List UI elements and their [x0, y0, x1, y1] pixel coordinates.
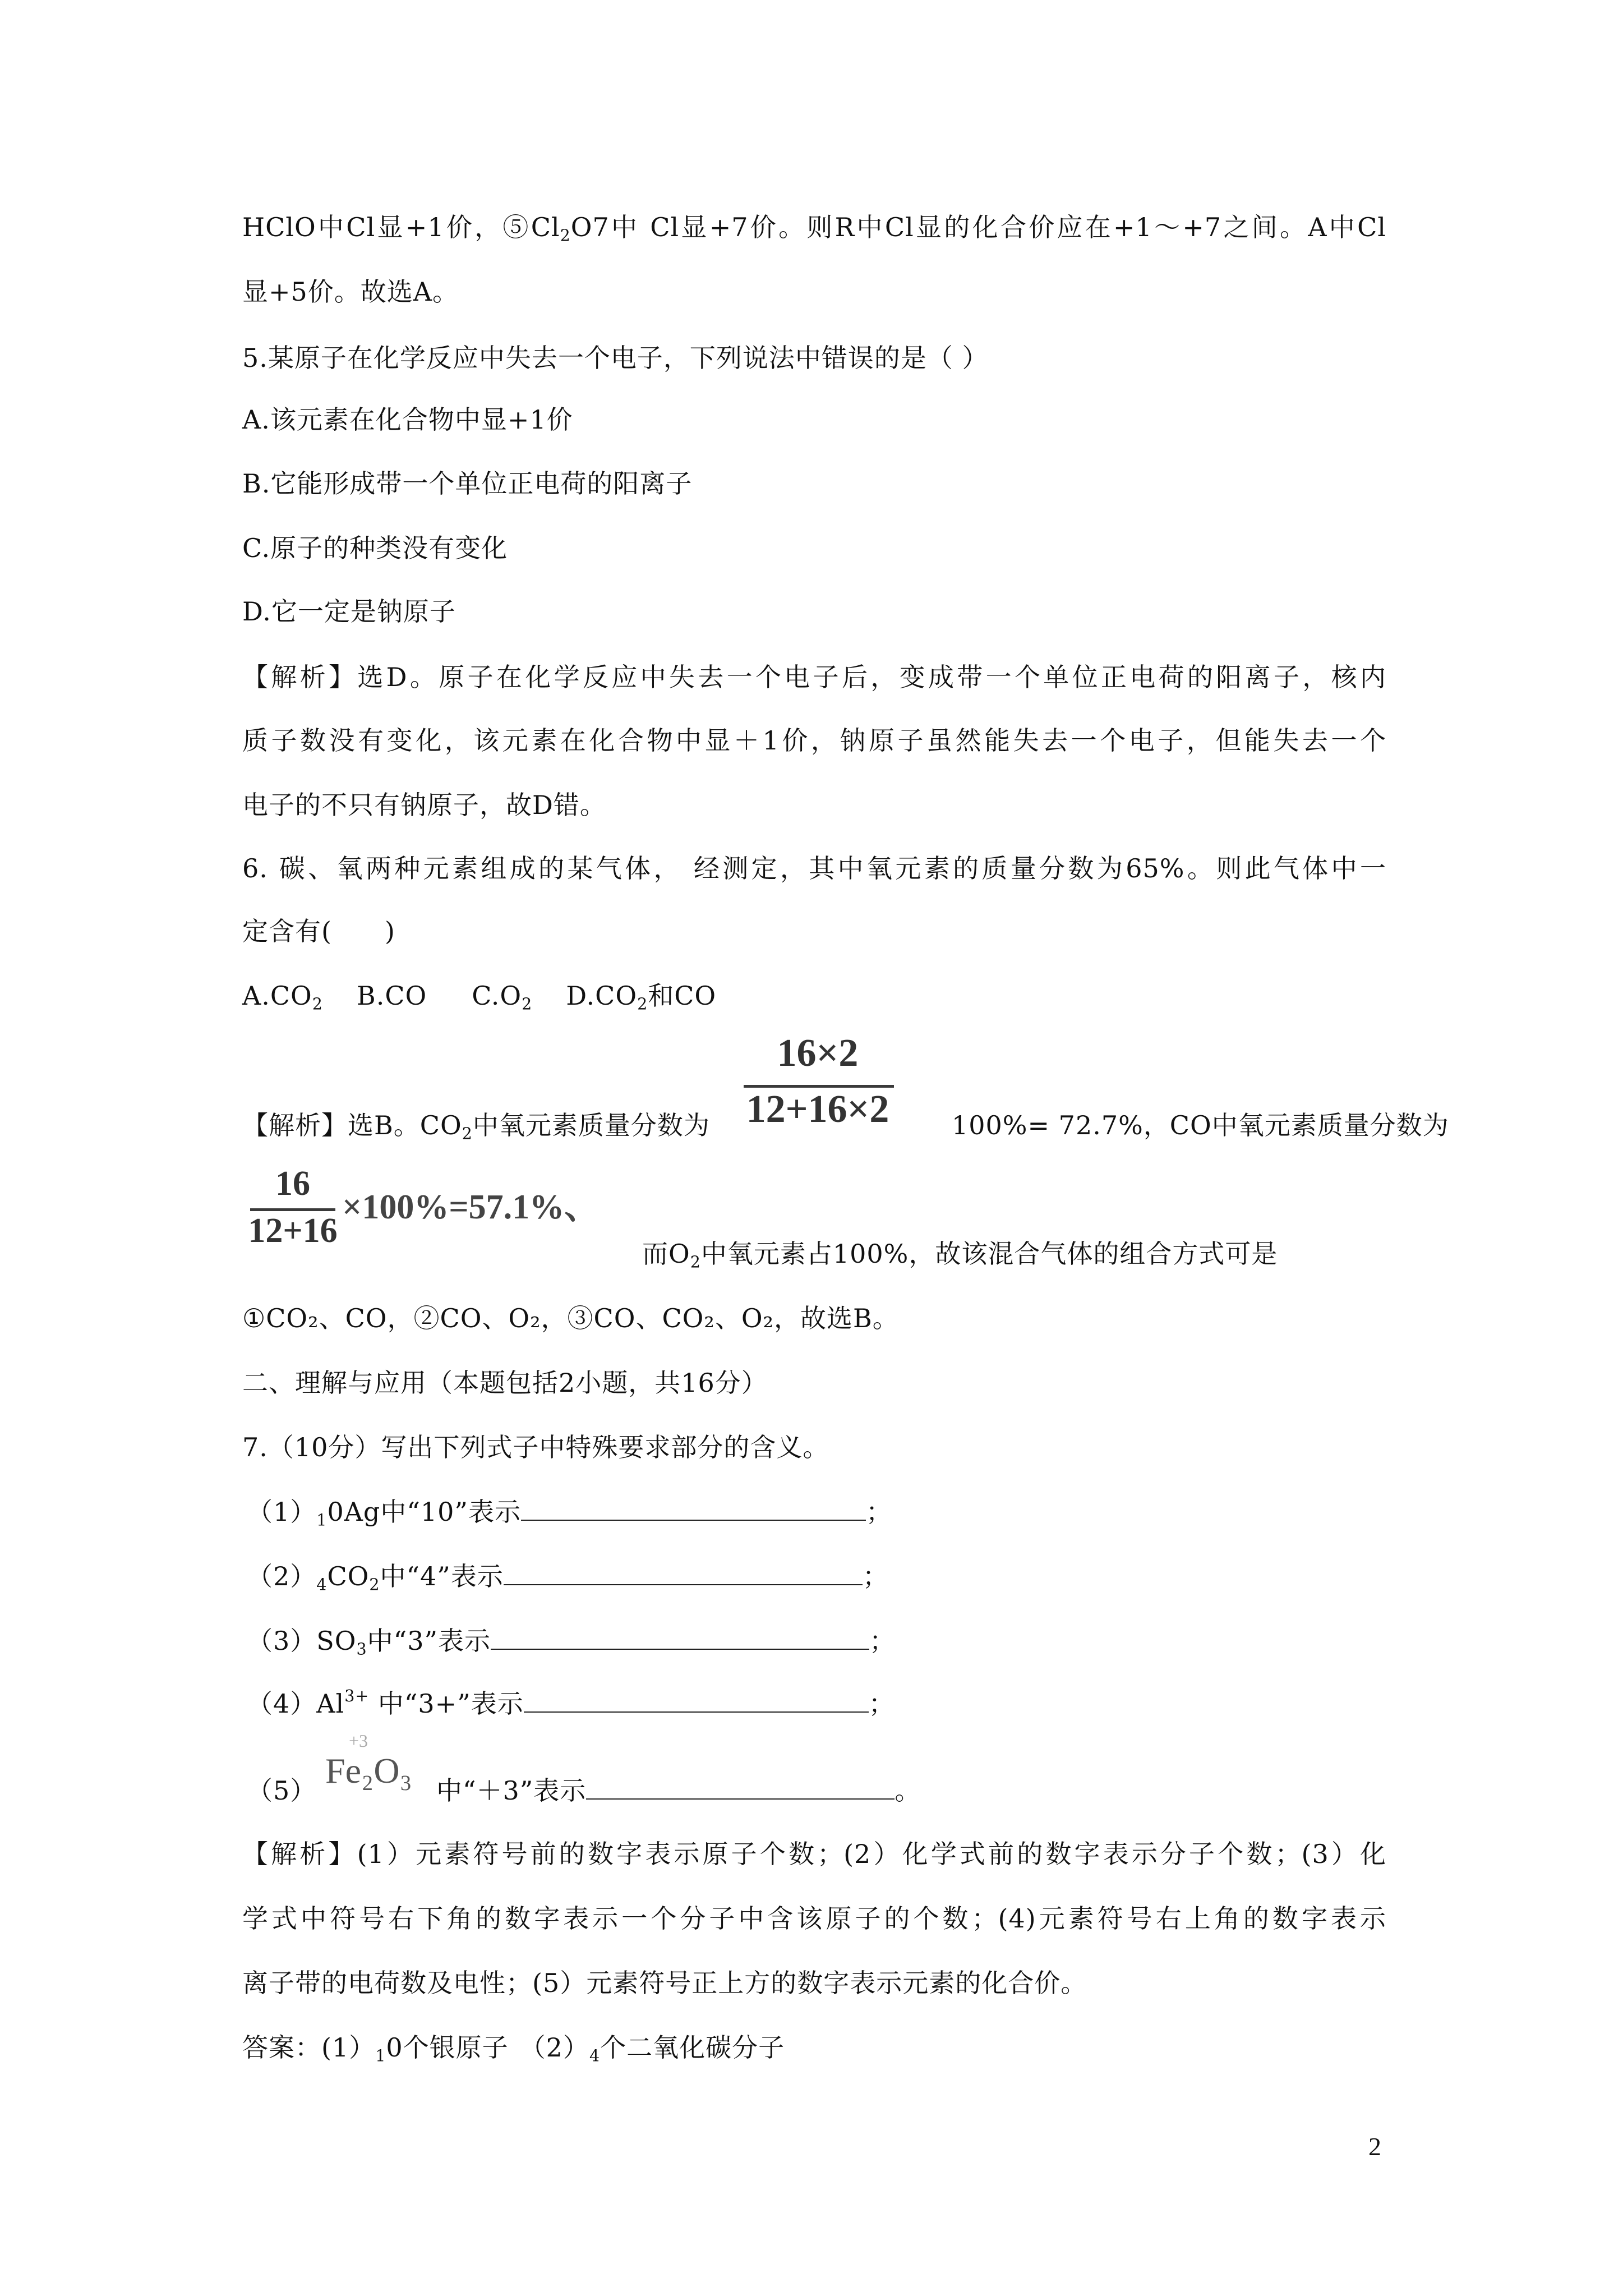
text-run: 0Ag [327, 1497, 381, 1527]
subscript: 2 [369, 1575, 380, 1594]
q5-option-d: D.它一定是钠原子 [242, 596, 456, 627]
text-run: ； [865, 1497, 892, 1527]
superscript: 3+ [344, 1687, 370, 1706]
fraction-co2-oxygen [739, 1031, 896, 1132]
text-run: （2） [519, 2032, 589, 2063]
text-run: 4 [589, 2046, 601, 2065]
page-number: 2 [1368, 2132, 1381, 2161]
answer-blank[interactable] [524, 1689, 869, 1713]
text-run: Al [316, 1688, 345, 1719]
text-run: B.CO [356, 981, 427, 1011]
q6-analysis-line-1-tail: 100%= 72.7%，CO中氧元素质量分数为 [952, 1110, 1449, 1140]
q5-analysis-line-2: 质子数没有变化，该元素在化合物中显＋1价，钠原子虽然能失去一个电子，但能失去一个 [242, 725, 1386, 756]
q6-analysis-line-2 [642, 1237, 1278, 1271]
q5-option-c: C.原子的种类没有变化 [242, 533, 508, 563]
subscript: 2 [560, 226, 571, 245]
q7-stem: 7.（10分）写出下列式子中特殊要求部分的含义。 [242, 1432, 829, 1462]
text-run: 中“3+”表示 [369, 1688, 524, 1719]
subscript: 2 [312, 995, 323, 1014]
text-run: CO [327, 1561, 370, 1591]
text-run: HClO中Cl显+1价，⑤Cl [242, 212, 560, 242]
text-run: 和CO [648, 981, 717, 1011]
q6-analysis-line-1 [242, 1108, 710, 1142]
text-run: 中“4”表示 [380, 1561, 504, 1591]
fraction-tail: ×100%=57.1%、 [342, 1188, 600, 1226]
text-run: D.CO [566, 981, 638, 1011]
formula-text: Fe₂O₃ [325, 1751, 412, 1791]
text-run: ； [862, 1561, 889, 1591]
text-run: ； [869, 1626, 896, 1656]
fraction-numerator: 16 [275, 1165, 310, 1203]
valence-label: +3 [349, 1731, 368, 1751]
fe2o3-formula-image [325, 1731, 437, 1809]
answer-blank[interactable] [491, 1626, 869, 1650]
text-run: （3） [247, 1626, 317, 1656]
q5-stem: 5.某原子在化学反应中失去一个电子，下列说法中错误的是（ ） [242, 343, 989, 373]
text-run: C.O [472, 981, 522, 1011]
text-run: （4） [247, 1688, 317, 1719]
text-run: SO [316, 1626, 357, 1656]
text-run: 【解析】选B。CO [242, 1110, 462, 1140]
q7-item-5-tail [436, 1774, 921, 1807]
q6-option-d [566, 981, 717, 1014]
subscript: 2 [462, 1124, 473, 1143]
prev-answer-line-1 [242, 210, 1386, 244]
answer-blank[interactable] [504, 1562, 863, 1585]
prev-answer-line-2: 显+5价。故选A。 [242, 277, 459, 307]
text-run: （1） [247, 1497, 317, 1527]
text-run: 4 [316, 1575, 328, 1594]
text-run: 1 [316, 1511, 328, 1530]
subscript: 2 [522, 995, 533, 1014]
q7-analysis-line-2: 学式中符号右下角的数字表示一个分子中含该原子的个数；(4)元素符号右上角的数字表示 [242, 1903, 1386, 1934]
q6-stem-line-1: 6. 碳、氧两种元素组成的某气体， 经测定，其中氧元素的质量分数为65%。则此气体中一 [242, 853, 1386, 884]
q6-stem-line-2: 定含有( ) [242, 916, 395, 946]
text-run: （5） [247, 1775, 317, 1806]
q7-item-1 [247, 1495, 892, 1538]
fraction-bar [250, 1208, 335, 1211]
text-run: ； [868, 1688, 895, 1719]
subscript: 2 [637, 995, 648, 1014]
subscript: 2 [690, 1253, 701, 1272]
q5-option-a: A.该元素在化合物中显+1价 [242, 404, 573, 435]
text-run: 中“3”表示 [367, 1626, 491, 1656]
q7-item-5 [247, 1774, 316, 1807]
text-run: 而O [642, 1239, 690, 1269]
answer-blank[interactable] [586, 1776, 895, 1800]
text-run: 中氧元素质量分数为 [472, 1110, 710, 1140]
q5-option-b: B.它能形成带一个单位正电荷的阳离子 [242, 468, 693, 499]
text-run: O7中 Cl显+7价。则R中Cl显的化合价应在+1～+7之间。A中Cl [570, 212, 1386, 242]
text-run: 答案：(1） [242, 2032, 376, 2063]
q7-item-3 [247, 1624, 896, 1658]
section-2-title: 二、理解与应用（本题包括2小题，共16分） [242, 1368, 768, 1398]
text-run: 。 [895, 1775, 921, 1806]
q7-analysis-line-1: 【解析】(1）元素符号前的数字表示原子个数；(2）化学式前的数字表示分子个数；(3）化 [242, 1839, 1386, 1869]
text-run: 个二氧化碳分子 [600, 2032, 785, 2063]
text-run: 中氧元素占100%，故该混合气体的组合方式可是 [700, 1239, 1278, 1269]
text-run: （2） [247, 1561, 317, 1591]
q6-options [242, 979, 716, 1013]
fraction-denominator: 12+16 [248, 1212, 338, 1250]
q7-item-4 [247, 1687, 895, 1720]
q6-analysis-combos: ①CO₂、CO，②CO、O₂，③CO、CO₂、O₂，故选B。 [242, 1303, 899, 1333]
text-run: 中“＋3”表示 [436, 1775, 587, 1806]
text-run: A.CO [242, 981, 312, 1011]
text-run: 中“10”表示 [380, 1497, 521, 1527]
q7-item-2 [247, 1559, 889, 1602]
fraction-denominator: 12+16×2 [746, 1088, 889, 1131]
q7-answer [242, 2031, 785, 2073]
fraction-co-oxygen [242, 1165, 600, 1251]
q5-analysis-line-1: 【解析】选D。原子在化学反应中失去一个电子后，变成带一个单位正电荷的阳离子，核内 [242, 662, 1386, 692]
q6-option-c [472, 981, 533, 1014]
subscript: 3 [356, 1640, 367, 1659]
text-run: 1 [375, 2046, 386, 2065]
q5-analysis-line-3: 电子的不只有钠原子，故D错。 [242, 790, 606, 820]
q7-analysis-line-3: 离子带的电荷数及电性；(5）元素符号正上方的数字表示元素的化合价。 [242, 1968, 1087, 1998]
text-run: 0个银原子 [386, 2032, 509, 2063]
answer-blank[interactable] [521, 1497, 866, 1521]
q6-option-a [242, 981, 323, 1014]
fraction-numerator: 16×2 [777, 1032, 859, 1075]
q6-option-b [357, 981, 427, 1011]
